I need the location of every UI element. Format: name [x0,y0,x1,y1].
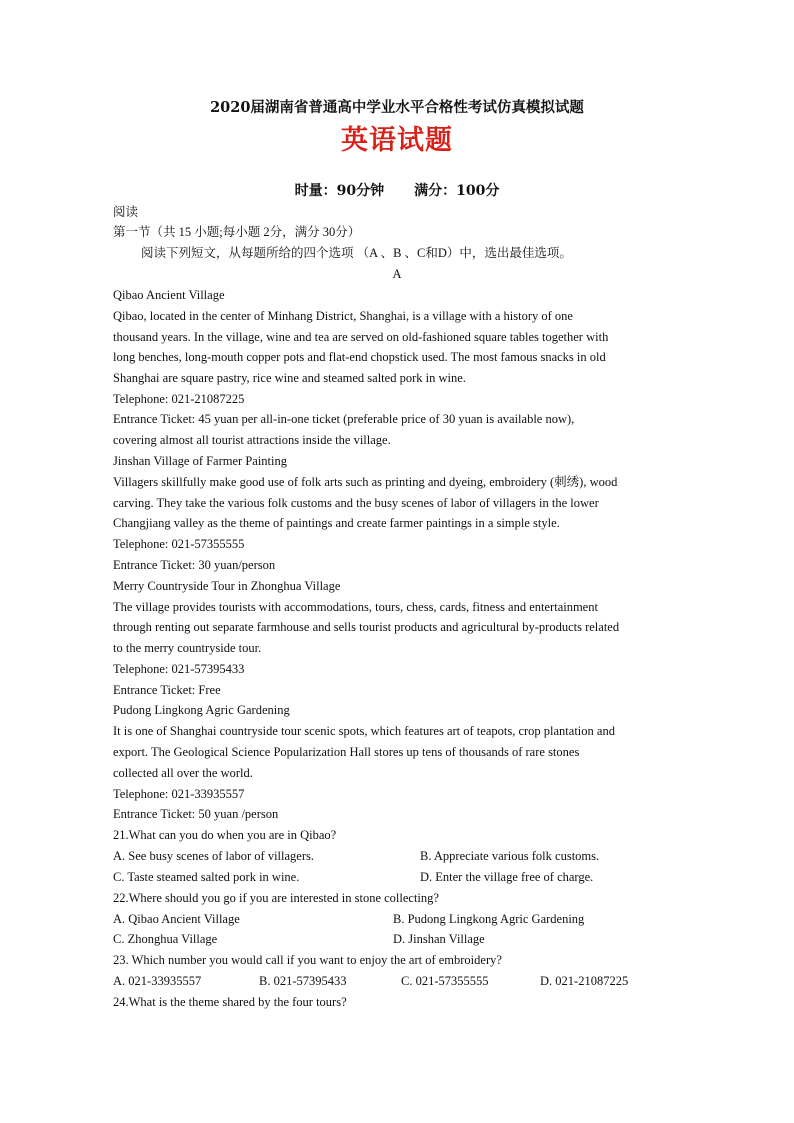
question-22-option-d: D. Jinshan Village [393,932,485,946]
question-22-stem: 22.Where should you go if you are interested in stone collecting? [113,891,439,905]
question-23-option-d: D. 021-21087225 [540,974,629,988]
passage-1-line: Qibao, located in the center of Minhang District, Shanghai, is a village with a history of one [113,309,573,323]
exam-time-score [0,180,794,200]
passage-1-ticket: Entrance Ticket: 45 yuan per all-in-one ticket (preferable price of 30 yuan is available now), [113,412,575,426]
passage-3-ticket: Entrance Ticket: Free [113,683,221,697]
passage-2-line: Changjiang valley as the theme of paintings and create farmer paintings in a simple style. [113,516,560,530]
question-23-option-a: A. 021-33935557 [113,974,202,988]
passage-2-title: Jinshan Village of Farmer Painting [113,454,287,468]
section-name: 阅读 [113,205,139,219]
passage-1-ticket: covering almost all tourist attractions inside the village. [113,433,391,447]
question-23-stem: 23. Which number you would call if you want to enjoy the art of embroidery? [113,953,502,967]
passage-4-line: It is one of Shanghai countryside tour scenic spots, which features art of teapots, crop plantation and [113,724,615,738]
time-label: 时量：90分钟 [294,183,385,199]
question-21-stem: 21.What can you do when you are in Qibao? [113,828,337,842]
passage-1-line: Shanghai are square pastry, rice wine and steamed salted pork in wine. [113,371,466,385]
question-21-option-b: B. Appreciate various folk customs. [420,849,600,863]
question-21-option-d: D. Enter the village free of charge. [420,870,594,884]
passage-1-title: Qibao Ancient Village [113,288,225,302]
passage-4-title: Pudong Lingkong Agric Gardening [113,703,290,717]
question-22-option-a: A. Qibao Ancient Village [113,912,240,926]
question-23-option-c: C. 021-57355555 [401,974,489,988]
question-22-option-b: B. Pudong Lingkong Agric Gardening [393,912,585,926]
passage-2-line: carving. They take the various folk customs and the busy scenes of labor of villagers in the lower [113,496,599,510]
passage-3-line: The village provides tourists with accommodations, tours, chess, cards, fitness and entertainment [113,600,598,614]
question-24-stem: 24.What is the theme shared by the four tours? [113,995,347,1009]
passage-1-line: thousand years. In the village, wine and tea are served on old-fashioned square tables together with [113,330,609,344]
score-label: 满分：100分 [414,183,500,199]
passage-3-line: through renting out separate farmhouse and sells tourist products and agricultural by-products related [113,620,620,634]
question-21-option-a: A. See busy scenes of labor of villagers. [113,849,314,863]
passage-3-telephone: Telephone: 021-57395433 [113,662,245,676]
question-21-option-c: C. Taste steamed salted pork in wine. [113,870,300,884]
passage-1-line: long benches, long-mouth copper pots and flat-end chopstick used. The most famous snacks in old [113,350,606,364]
passage-2-telephone: Telephone: 021-57355555 [113,537,245,551]
passage-4-line: collected all over the world. [113,766,253,780]
passage-2-ticket: Entrance Ticket: 30 yuan/person [113,558,276,572]
passage-1-telephone: Telephone: 021-21087225 [113,392,245,406]
section-instruction: 阅读下列短文，从每题所给的四个选项 （A 、B 、C和D）中，选出最佳选项。 [141,246,572,260]
passage-2-line: Villagers skillfully make good use of folk arts such as printing and dyeing, embroidery (刺绣), wood [113,475,618,489]
passage-3-title: Merry Countryside Tour in Zhonghua Village [113,579,341,593]
passage-label: A [392,267,402,281]
question-22-option-c: C. Zhonghua Village [113,932,218,946]
exam-title: 英语试题 [341,125,453,156]
passage-3-line: to the merry countryside tour. [113,641,262,655]
passage-4-line: export. The Geological Science Popularization Hall stores up tens of thousands of rare stones [113,745,580,759]
passage-4-ticket: Entrance Ticket: 50 yuan /person [113,807,279,821]
passage-4-telephone: Telephone: 021-33935557 [113,787,245,801]
section-part: 第一节（共 15 小题;每小题 2分，满分 30分） [113,225,361,239]
question-23-option-b: B. 021-57395433 [259,974,347,988]
exam-subtitle: 2020届湖南省普通高中学业水平合格性考试仿真模拟试题 [210,99,584,116]
